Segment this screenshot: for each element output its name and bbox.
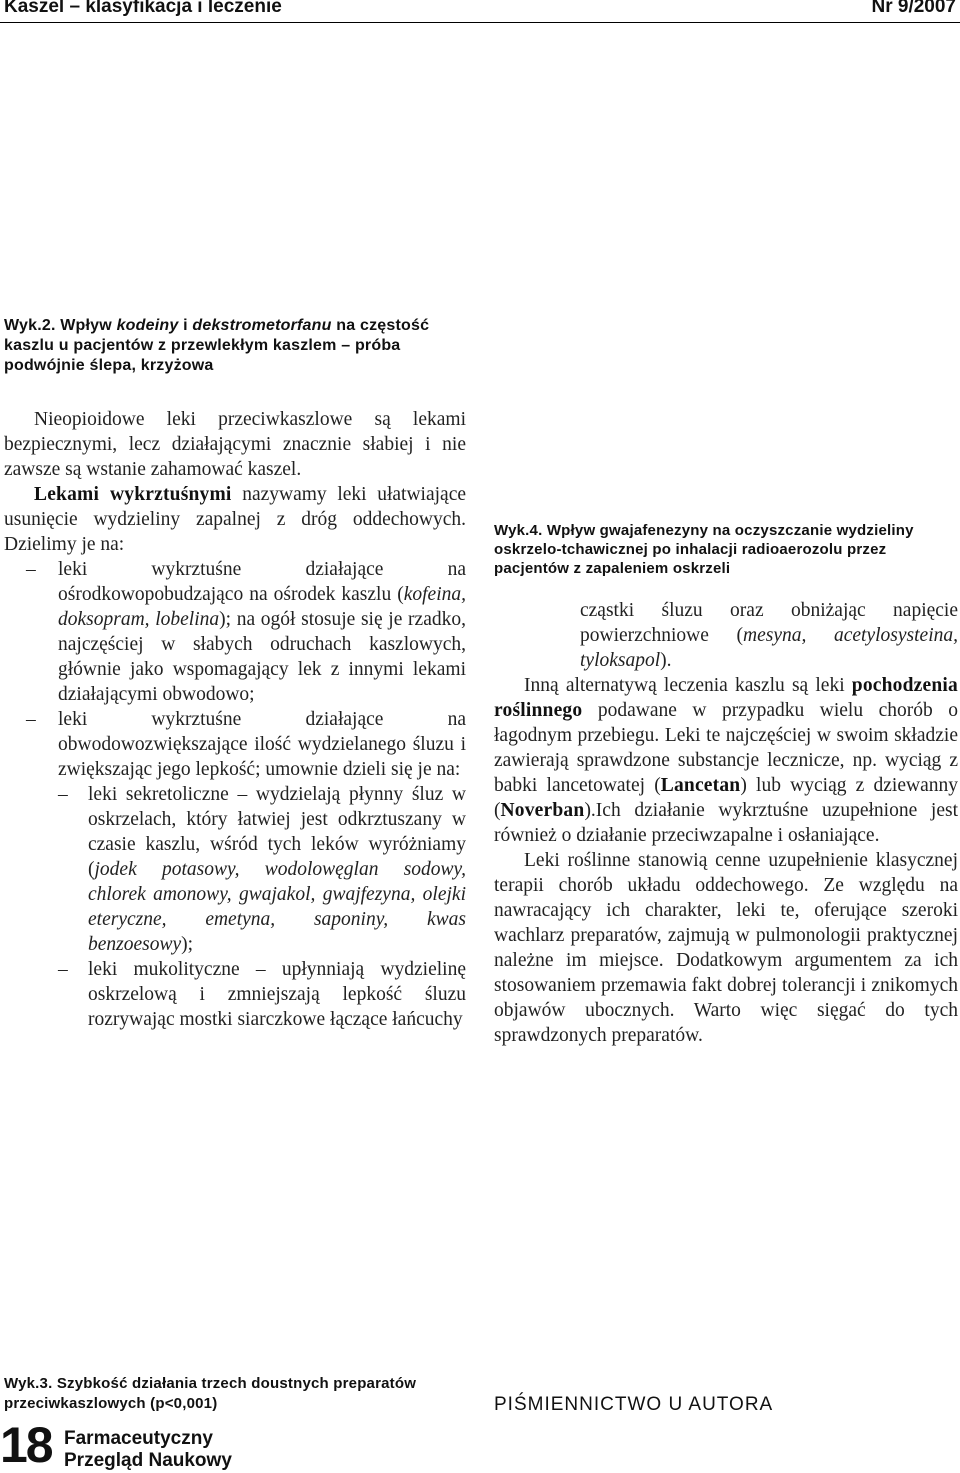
list-item-peripheral-text: leki wykrztuśne działające na obwodowozwiększające ilość wydzielanego śluzu i zwiększając jego lepkość; umownie dzieli się je na: xyxy=(58,709,466,780)
paragraph-herbal xyxy=(494,673,958,848)
journal-name-line-2: Przegląd Naukowy xyxy=(64,1450,232,1471)
figure-3-caption: Wyk.3. Szybkość działania trzech doustnych preparatów przeciwkaszlowych (p<0,001) xyxy=(4,1375,417,1412)
term-lancetan: Lancetan xyxy=(660,775,741,796)
list-item-peripheral xyxy=(4,707,466,782)
expectorant-list xyxy=(4,557,466,1032)
running-header-title: Kaszel – klasyfikacja i leczenie xyxy=(4,0,282,17)
paragraph-continuation xyxy=(494,598,958,673)
term-noverban: Noverban xyxy=(500,800,585,821)
figure-2-drug-codeine: kodeiny xyxy=(116,317,179,334)
herbal-text-b: podawane w przypadku wielu chorób o łagodnym przebiegu. Leki te najczęściej w swoim składzie zawierają sprawdzone substancje lecznicze, np. wyciąg z babki lancetowatej ( xyxy=(494,700,958,796)
references-note: PIŚMIENNICTWO U AUTORA xyxy=(494,1394,774,1415)
list-item-mucolytic-text: leki mukolityczne – upłynniają wydzielinę oskrzelową i zmniejszają lepkość śluzu rozrywając mostki siarczkowe łączące łańcuchy xyxy=(88,959,466,1030)
list-item-secretolytic xyxy=(4,782,466,957)
list-item-secretolytic-text-b: ); xyxy=(181,934,194,955)
paragraph-expectorants-text: nazywamy leki ułatwiające usunięcie wydzieliny zapalnej z dróg oddechowych. Dzielimy je na: xyxy=(4,484,466,555)
paragraph-non-opioid: Nieopioidowe leki przeciwkaszlowe są lekami bezpiecznymi, lecz działającymi znacznie słabiej i nie zawsze są wstanie zahamować kaszel. xyxy=(4,409,466,480)
paragraph-conclusion: Leki roślinne stanowią cenne uzupełnienie klasycznej terapii chorób układu oddechowego. Ze względu na nawracający ich charakter, leki te, oferujące szeroki wachlarz preparatów, zajmują w pulmonologii praktycznej należne im miejsce. Dodatkowym argumentem za ich stosowaniem przemawia fakt dobrej tolerancji i znikomych objawów ubocznych. Warto więc sięgać do tych sprawdzonych preparatów. xyxy=(494,850,958,1046)
figure-2-caption-prefix: Wyk.2. Wpływ xyxy=(4,317,117,334)
figure-2-caption-mid: i xyxy=(178,317,193,334)
herbal-text-c: ) lub wyciąg z dziewanny ( xyxy=(494,775,958,821)
list-item-secretolytic-drugs: jodek potasowy, wodolowęglan sodowy, chlorek amonowy, gwajakol, gwajfezyna, olejki eteryczne, emetyna, saponiny, kwas benzoesowy xyxy=(88,859,466,955)
list-item-central-drugs: kofeina, doksopram, lobelina xyxy=(58,584,466,630)
figure-2-drug-dextromethorphan: dekstrometorfanu xyxy=(192,317,332,334)
paragraph-expectorants xyxy=(4,482,466,557)
right-column xyxy=(494,598,958,1048)
issue-number: Nr 9/2007 xyxy=(871,0,956,17)
figure-4-caption: Wyk.4. Wpływ gwajafenezyny na oczyszczanie wydzieliny oskrzelo-tchawicznej po inhalacji radioaerozolu przez pacjentów z zapaleniem oskrzeli xyxy=(494,522,914,577)
list-item-secretolytic-text-a: leki sekretoliczne – wydzielają płynny śluz w oskrzelach, który łatwiej jest odkrztuszany w czasie kaszlu, wśród tych leków wyróżniamy ( xyxy=(88,784,466,880)
figure-2-caption-rest: na częstość kaszlu u pacjentów z przewlekłym kaszlem – próba podwójnie ślepa, krzyżowa xyxy=(4,317,430,374)
continuation-text-b: ). xyxy=(660,650,672,671)
list-dash: – xyxy=(26,559,36,580)
term-expectorants: Lekami wykrztuśnymi xyxy=(34,484,232,505)
continuation-text-a: cząstki śluzu oraz obniżając napięcie powierzchniowe ( xyxy=(580,600,958,646)
term-herbal: pochodzenia roślinnego xyxy=(494,675,958,721)
figure-2-caption xyxy=(4,316,464,376)
list-item-central-text-a: leki wykrztuśne działające na ośrodkowopobudzająco na ośrodek kaszlu ( xyxy=(58,559,466,605)
journal-name xyxy=(64,1428,232,1472)
continuation-drugs: mesyna, acetylosysteina, tyloksapol xyxy=(580,625,958,671)
herbal-text-a: Inną alternatywą leczenia kaszlu są leki xyxy=(524,675,852,696)
page-number: 18 xyxy=(0,1417,52,1473)
list-dash: – xyxy=(58,959,68,980)
herbal-text-d: ).Ich działanie wykrztuśne uzupełnione jest również o działanie przeciwzapalne i osłaniające. xyxy=(494,800,958,846)
list-item-central xyxy=(4,557,466,707)
journal-name-line-1: Farmaceutyczny xyxy=(64,1428,213,1449)
list-dash: – xyxy=(26,709,36,730)
header-divider xyxy=(0,22,960,23)
list-item-mucolytic xyxy=(4,957,466,1032)
list-item-central-text-b: ); na ogół stosuje się je rzadko, najczęściej w słabych odruchach kaszlowych, głównie jako wspomagający lek z innymi lekami działającymi obwodowo; xyxy=(58,609,466,705)
list-dash: – xyxy=(58,784,68,805)
left-column xyxy=(4,407,466,1032)
